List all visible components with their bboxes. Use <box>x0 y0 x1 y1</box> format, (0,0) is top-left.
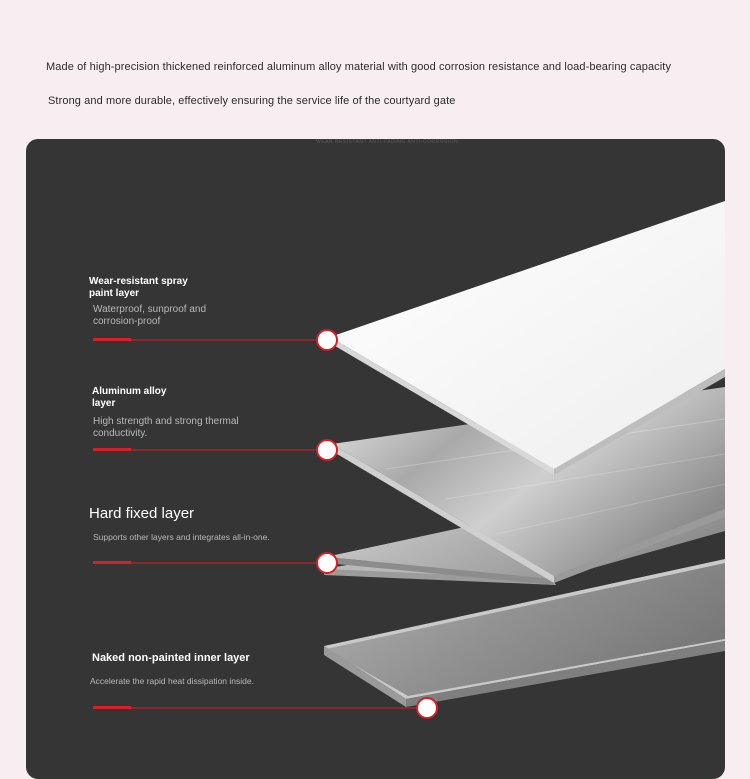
intro-line-1: Made of high-precision thickened reinforced aluminum alloy material with good corrosion resistance and load-bearing capacity <box>46 61 672 73</box>
marker-dot-3 <box>317 553 337 573</box>
marker-dot-2 <box>317 440 337 460</box>
layer-3-title: Hard fixed layer <box>89 505 195 522</box>
leader-line-4 <box>93 706 416 709</box>
intro-line-2: Strong and more durable, effectively ensuring the service life of the courtyard gate <box>48 95 456 107</box>
layer-2-desc: High strength and strong thermal conductivity. <box>93 416 239 439</box>
layer-2-title: Aluminum alloy layer <box>92 386 167 409</box>
faint-caption: WEAR RESISTANT ANTI-FADING ANTI-CORROSION <box>316 139 459 145</box>
layers-panel <box>26 139 725 779</box>
layer-4-desc: Accelerate the rapid heat dissipation inside. <box>90 676 254 686</box>
layer-1-title: Wear-resistant spray paint layer <box>89 276 188 299</box>
leader-line-3 <box>93 561 316 564</box>
layer-3-desc: Supports other layers and integrates all-in-one. <box>93 532 270 542</box>
marker-dot-4 <box>417 698 437 718</box>
layer-4-title: Naked non-painted inner layer <box>92 652 250 664</box>
layer-1-desc: Waterproof, sunproof and corrosion-proof <box>93 304 207 327</box>
marker-dot-1 <box>317 330 337 350</box>
leader-line-1 <box>93 338 316 341</box>
leader-line-2 <box>93 448 316 451</box>
